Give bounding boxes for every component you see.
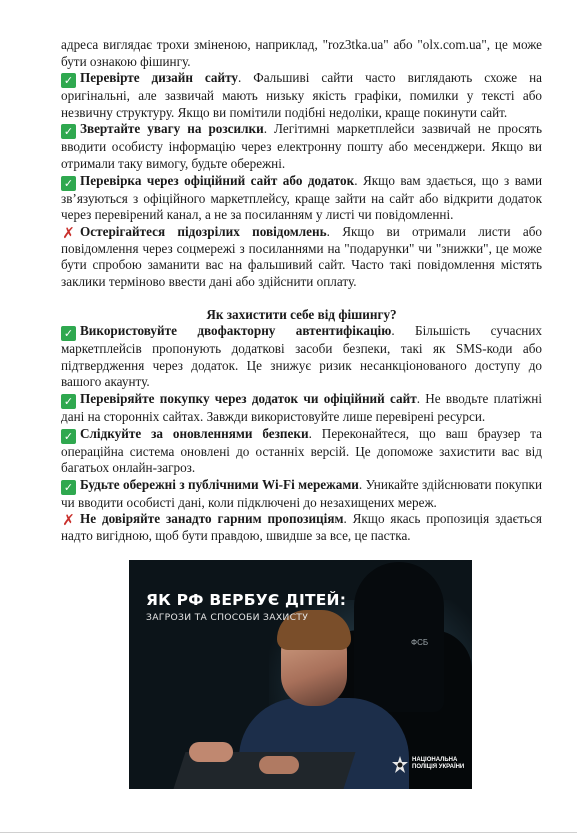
police-line-2: ПОЛІЦІЯ УКРАЇНИ bbox=[412, 764, 465, 770]
tip-title: Не довіряйте занадто гарним пропозиціям bbox=[80, 511, 344, 527]
tip-title: Остерігайтеся підозрілих повідомлень bbox=[80, 223, 327, 239]
image-subtitle: ЗАГРОЗИ ТА СПОСОБИ ЗАХИСТУ bbox=[146, 612, 309, 623]
tip-text: . Якщо якась пропозиція здається надто вигідною, щоб бути правдою, швидше за все, це пастка. bbox=[61, 511, 542, 544]
article-image bbox=[129, 560, 472, 789]
tip-item bbox=[61, 511, 542, 545]
tip-title: Використовуйте двофакторну автентифікацію bbox=[80, 323, 392, 339]
image-title: ЯК РФ ВЕРБУЄ ДІТЕЙ: bbox=[146, 591, 347, 609]
tip-title: Звертайте увагу на розсилки bbox=[80, 121, 264, 137]
section-heading: Як захистити себе від фішингу? bbox=[206, 306, 397, 322]
check-icon: ✓ bbox=[61, 176, 76, 191]
check-icon: ✓ bbox=[61, 73, 76, 88]
tip-text: . Не вводьте платіжні дані на сторонніх сайтах. Завжди використовуйте лише перевірені ресурси. bbox=[61, 390, 543, 424]
police-line-1: НАЦІОНАЛЬНА bbox=[412, 757, 458, 763]
tip-text: . Переконайтеся, що ваш браузер та операційна система оновлені до останніх версій. Це допоможе захистити вас від багатьох онлайн-загроз. bbox=[61, 425, 543, 476]
tip-title: Будьте обережні з публічними Wi-Fi мережами bbox=[80, 476, 359, 492]
tip-item bbox=[61, 173, 542, 224]
tip-text: . Уникайте здійснювати покупки чи вводити особисті дані, коли підключені до незахищених мереж. bbox=[61, 476, 542, 510]
tip-text: . Якщо вам здається, що з вами зв’язуються з офіційного маркетплейсу, краще зайти на сайт або відкрити додаток через перевірений канал, а не за посиланням у листі чи повідомленні. bbox=[61, 172, 543, 223]
check-icon: ✓ bbox=[61, 394, 76, 409]
fsb-patch: ФСБ bbox=[411, 638, 429, 647]
boy-hand-right bbox=[259, 756, 299, 774]
check-icon: ✓ bbox=[61, 480, 76, 495]
page-bottom-border bbox=[0, 832, 577, 833]
tip-title: Слідкуйте за оновленнями безпеки bbox=[80, 425, 309, 441]
tip-item bbox=[61, 391, 542, 426]
tip-item bbox=[61, 426, 542, 477]
check-icon: ✓ bbox=[61, 326, 76, 341]
tip-item bbox=[61, 224, 542, 291]
boy-hand-left bbox=[189, 742, 233, 762]
tip-item bbox=[61, 70, 542, 121]
check-icon: ✓ bbox=[61, 124, 76, 139]
document-body bbox=[61, 37, 542, 545]
tip-text: . Легітимні маркетплейси зазвичай не просять вводити особисту інформацію через електронну пошту або месенджери. Якщо ви отримали таку вимогу, будьте обережні. bbox=[61, 121, 542, 171]
check-icon: ✓ bbox=[61, 429, 76, 444]
tip-text: . Більшість сучасних маркетплейсів пропонують додаткові засоби безпеки, такі як SMS-коди або підтвердження через додаток. Це знижує ризик несанкціонованого доступу до вашого акаунту. bbox=[61, 323, 542, 390]
tip-title: Перевірте дизайн сайту bbox=[80, 70, 239, 86]
cross-icon: ✗ bbox=[62, 223, 75, 242]
tip-item bbox=[61, 323, 542, 391]
tip-text: . Якщо ви отримали листи або повідомлення через соцмережі з посиланнями на "подарунки" чи "знижки", це може бути спробою заманити вас на фальшивий сайт. Часто такі повідомлення містять заклики терміново ввести дані або здійснити оплату. bbox=[61, 223, 542, 289]
tip-text: . Фальшиві сайти часто виглядають схоже на оригінальні, але зазвичай мають низьку якість графіки, помилки у тексті або незвичну структуру. Якщо ви помітили подібні недоліки, краще покинути сайт. bbox=[61, 70, 542, 120]
cross-icon: ✗ bbox=[62, 511, 75, 530]
intro-paragraph: адреса виглядає трохи зміненою, наприклад, "roz3tka.ua" або "olx.com.ua", це може бути ознакою фішингу. bbox=[61, 37, 542, 69]
tips-list-2 bbox=[61, 323, 542, 545]
tip-title: Перевіряйте покупку через додаток чи офіційний сайт bbox=[80, 390, 417, 406]
hooded-figure-head bbox=[354, 562, 444, 712]
police-logo-text bbox=[412, 757, 464, 771]
tip-item bbox=[61, 477, 542, 512]
tip-title: Перевірка через офіційний сайт або додаток bbox=[80, 172, 355, 188]
police-emblem-icon bbox=[392, 756, 408, 774]
tips-list-1 bbox=[61, 70, 542, 290]
tip-item bbox=[61, 121, 542, 172]
